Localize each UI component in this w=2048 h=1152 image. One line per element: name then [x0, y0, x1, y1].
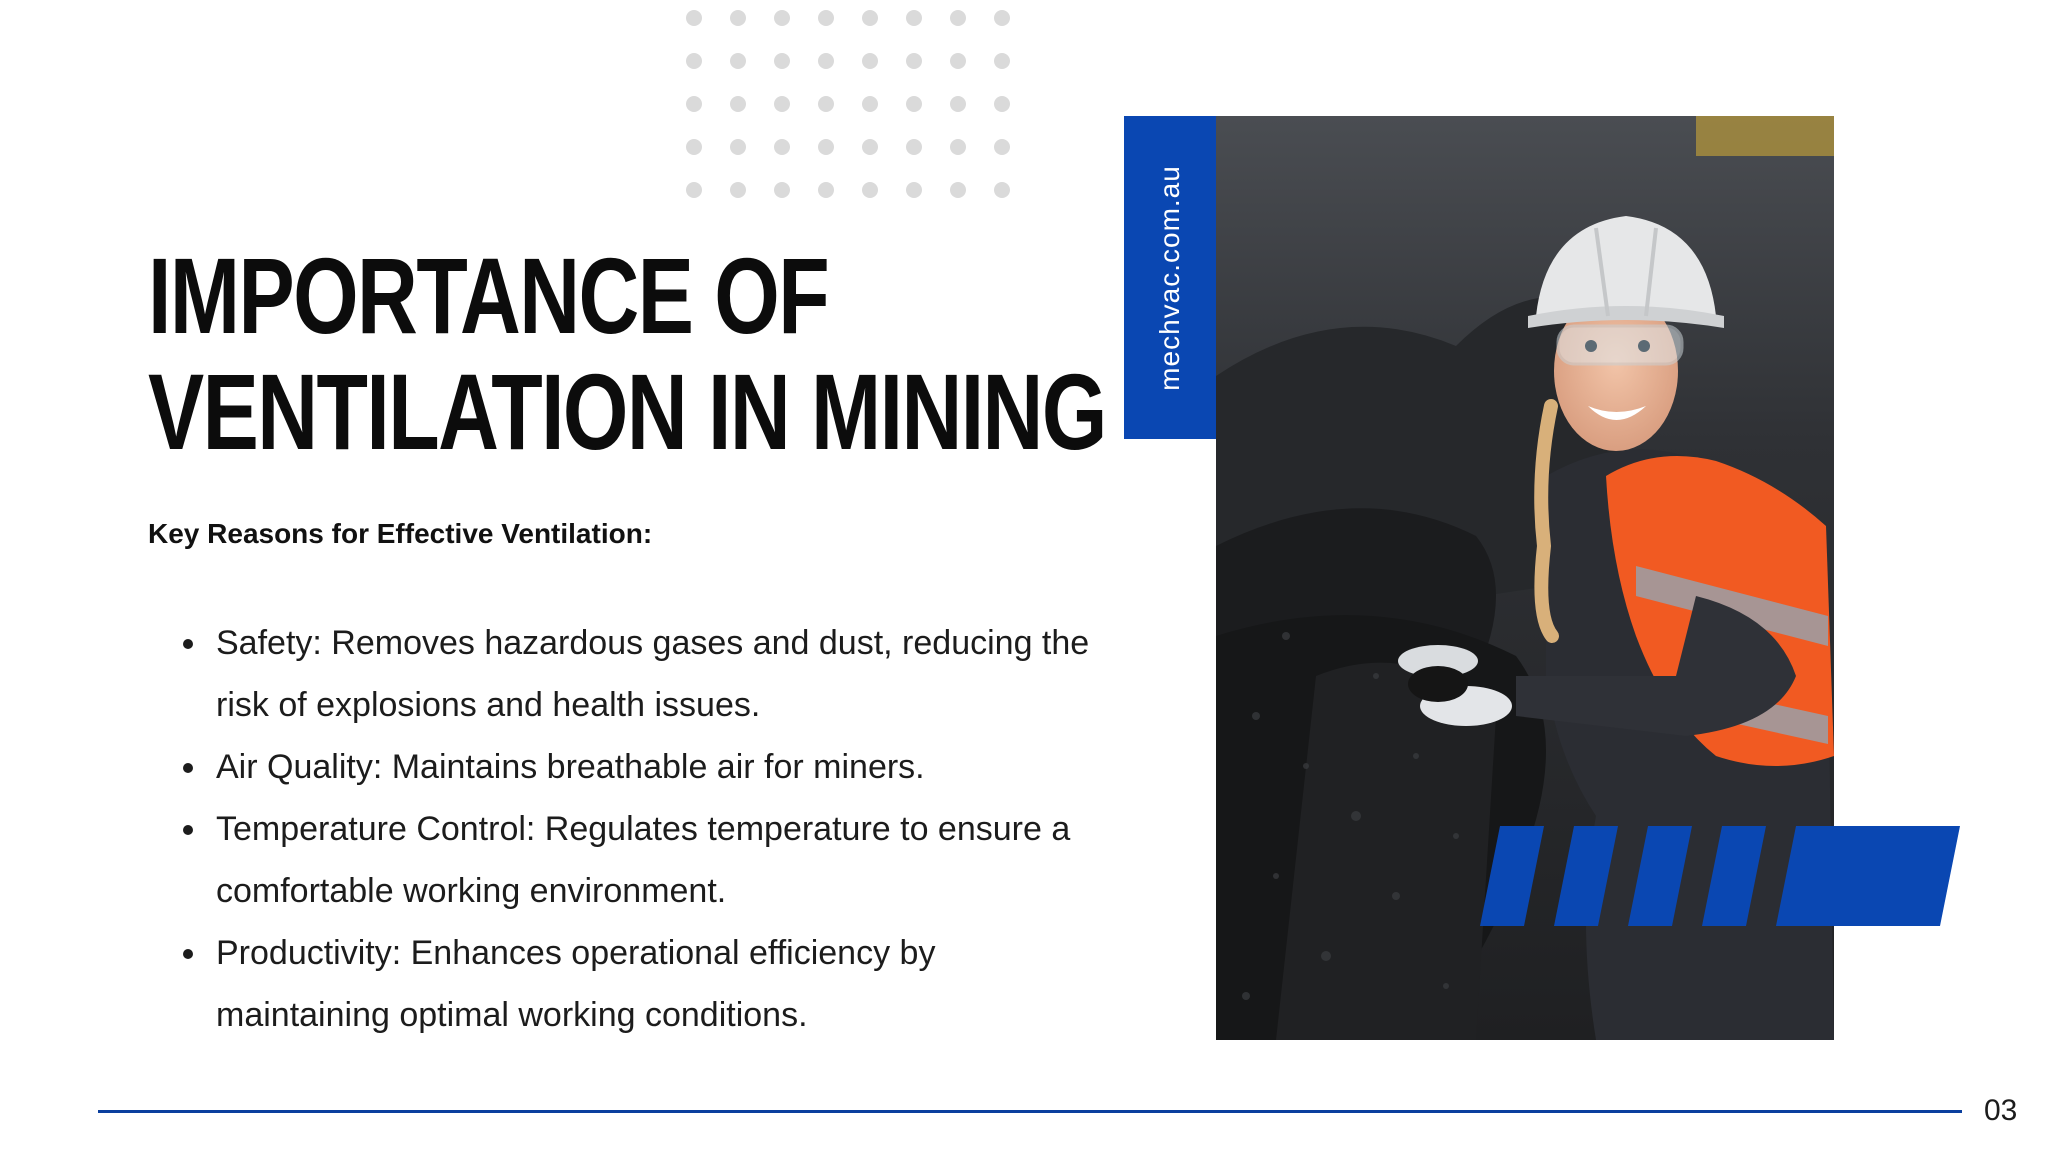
stripe-4: [1702, 826, 1766, 926]
grid-dot: [994, 139, 1010, 155]
decorative-blue-stripes: [1480, 826, 1960, 926]
grid-dot: [906, 96, 922, 112]
grid-dot: [994, 182, 1010, 198]
grid-dot: [862, 10, 878, 26]
stripe-5: [1776, 826, 1960, 926]
grid-dot: [686, 182, 702, 198]
grid-dot: [950, 10, 966, 26]
grid-dot: [818, 10, 834, 26]
reason-productivity: • Productivity: Enhances operational efficiency by maintaining optimal working conditions.: [210, 922, 1090, 1046]
grid-dot: [686, 96, 702, 112]
grid-dot: [862, 139, 878, 155]
grid-dot: [906, 182, 922, 198]
grid-dot: [906, 53, 922, 69]
grid-dot: [862, 182, 878, 198]
grid-dot: [950, 182, 966, 198]
slide-title: [148, 235, 1106, 472]
reason-temperature-control: • Temperature Control: Regulates temperature to ensure a comfortable working environment.: [210, 798, 1090, 922]
grid-dot: [818, 53, 834, 69]
grid-dot: [686, 53, 702, 69]
grid-dot: [994, 96, 1010, 112]
grid-dot: [906, 139, 922, 155]
grid-dot: [950, 96, 966, 112]
grid-dot: [818, 182, 834, 198]
grid-dot: [774, 53, 790, 69]
grid-dot: [818, 96, 834, 112]
reason-air-quality: • Air Quality: Maintains breathable air for miners.: [210, 736, 1090, 798]
stripe-3: [1628, 826, 1692, 926]
grid-dot: [686, 10, 702, 26]
grid-dot: [730, 182, 746, 198]
grid-dot: [994, 10, 1010, 26]
reason-safety: • Safety: Removes hazardous gases and dust, reducing the risk of explosions and health issues.: [210, 612, 1090, 736]
grid-dot: [994, 53, 1010, 69]
grid-dot: [818, 139, 834, 155]
website-tag-text: mechvac.com.au: [1154, 164, 1185, 391]
reasons-list: [178, 612, 1090, 1046]
title-line-1: IMPORTANCE OF: [148, 235, 829, 356]
grid-dot: [730, 53, 746, 69]
page-number: 03: [1984, 1094, 2018, 1127]
section-subtitle: Key Reasons for Effective Ventilation:: [148, 518, 653, 549]
decorative-dot-grid: [686, 10, 1010, 198]
grid-dot: [774, 10, 790, 26]
stripe-1: [1480, 826, 1544, 926]
grid-dot: [906, 10, 922, 26]
website-tag: [1124, 116, 1216, 439]
grid-dot: [862, 53, 878, 69]
grid-dot: [730, 139, 746, 155]
footer-divider: [98, 1110, 1962, 1113]
stripe-2: [1554, 826, 1618, 926]
grid-dot: [950, 53, 966, 69]
grid-dot: [774, 182, 790, 198]
grid-dot: [730, 10, 746, 26]
grid-dot: [730, 96, 746, 112]
grid-dot: [774, 96, 790, 112]
grid-dot: [862, 96, 878, 112]
title-line-2: VENTILATION IN MINING: [148, 351, 1106, 472]
grid-dot: [950, 139, 966, 155]
grid-dot: [774, 139, 790, 155]
grid-dot: [686, 139, 702, 155]
